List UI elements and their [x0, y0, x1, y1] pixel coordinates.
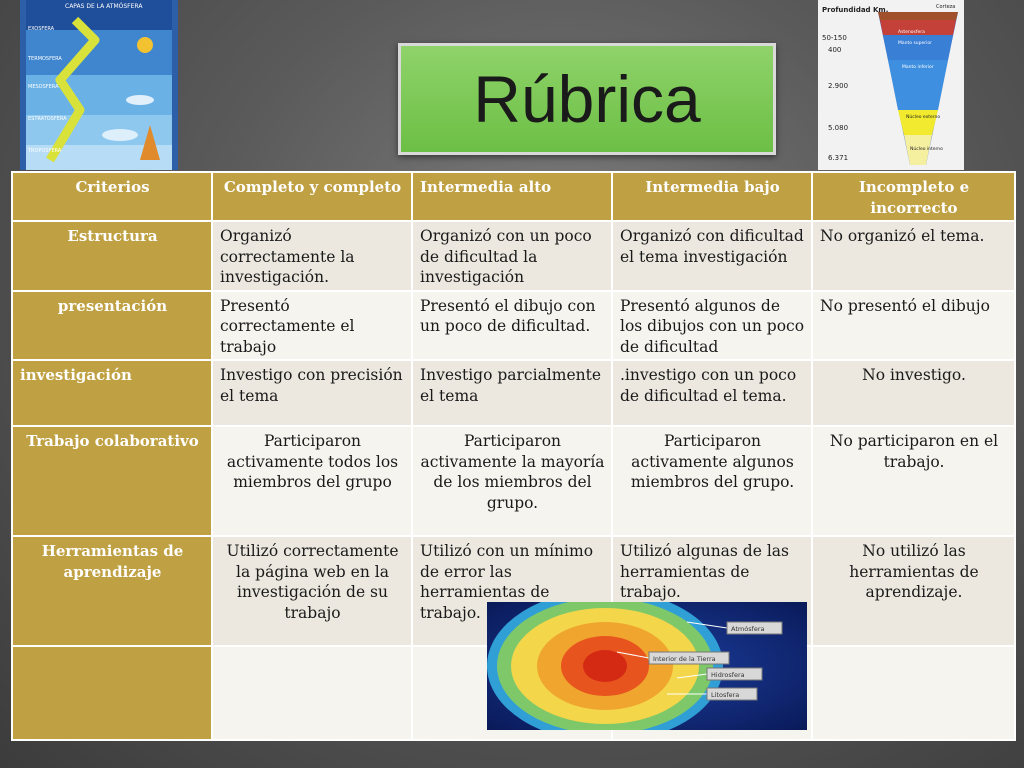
table-cell: Utilizó algunas de las herramientas de trabajo.: [612, 536, 812, 646]
table-cell: No organizó el tema.: [812, 221, 1015, 291]
depth-layer-nucleo-interno: Núcleo interno: [910, 147, 943, 152]
table-row: [12, 360, 1015, 426]
earth-label-atmosfera: Atmósfera: [731, 625, 765, 633]
criterio-label: [12, 646, 212, 740]
header-intermedia-alto: Intermedia alto: [412, 172, 612, 221]
header-completo: Completo y completo: [212, 172, 412, 221]
table-cell: Organizó correctamente la investigación.: [212, 221, 412, 291]
atmosphere-layer-troposfera: TROPOSFERA: [28, 148, 62, 154]
depth-layer-manto-superior: Manto superior: [898, 41, 932, 46]
table-cell: Organizó con dificultad el tema investigación: [612, 221, 812, 291]
depth-value-5: 6.371: [828, 154, 849, 162]
criterio-label: presentación: [12, 291, 212, 361]
table-header-row: [12, 172, 1015, 221]
table-cell: Utilizó con un mínimo de error las herramientas de trabajo.: [412, 536, 612, 646]
earth-depth-image: [818, 0, 964, 170]
depth-value-1: 50-150: [822, 34, 847, 42]
earth-layers-image: [487, 602, 807, 730]
table-cell: Presentó correctamente el trabajo: [212, 291, 412, 361]
table-cell: [212, 646, 412, 740]
atmosphere-layer-exosfera: EXOSFERA: [28, 26, 55, 32]
earth-label-litosfera: Litosfera: [711, 691, 740, 699]
header-incompleto: Incompleto e incorrecto: [812, 172, 1015, 221]
table-cell: Presentó el dibujo con un poco de dificultad.: [412, 291, 612, 361]
table-cell: No presentó el dibujo: [812, 291, 1015, 361]
atmosphere-layers-image: [20, 0, 178, 170]
table-row: [12, 426, 1015, 536]
criterio-label: investigación: [12, 360, 212, 426]
header-intermedia-bajo: Intermedia bajo: [612, 172, 812, 221]
table-cell: No participaron en el trabajo.: [812, 426, 1015, 536]
table-cell: Participaron activamente algunos miembros del grupo.: [612, 426, 812, 536]
earth-label-hidrosfera: Hidrosfera: [711, 671, 745, 679]
depth-header: Profundidad Km.: [822, 6, 889, 14]
depth-layer-astenosfera: Astenosfera: [898, 30, 925, 35]
table-cell: Investigo parcialmente el tema: [412, 360, 612, 426]
criterio-label: Estructura: [12, 221, 212, 291]
table-cell: Investigo con precisión el tema: [212, 360, 412, 426]
criterio-label: Herramientas de aprendizaje: [12, 536, 212, 646]
depth-layer-manto-inferior: Manto inferior: [902, 65, 934, 70]
table-cell: .investigo con un poco de dificultad el tema.: [612, 360, 812, 426]
atmosphere-layer-estratosfera: ESTRATOSFERA: [28, 116, 67, 122]
criterio-label: Trabajo colaborativo: [12, 426, 212, 536]
table-cell: Participaron activamente todos los miembros del grupo: [212, 426, 412, 536]
atmosphere-layer-mesosfera: MESOSFERA: [28, 84, 59, 90]
table-row: [12, 221, 1015, 291]
depth-layer-corteza: Corteza: [936, 4, 956, 10]
depth-value-3: 2.900: [828, 82, 849, 90]
table-cell: No investigo.: [812, 360, 1015, 426]
table-cell: Participaron activamente la mayoría de los miembros del grupo.: [412, 426, 612, 536]
table-cell: Presentó algunos de los dibujos con un poco de dificultad: [612, 291, 812, 361]
title-banner: [398, 43, 776, 155]
table-cell: Organizó con un poco de dificultad la investigación: [412, 221, 612, 291]
depth-value-2: 400: [828, 46, 842, 54]
table-cell: No utilizó las herramientas de aprendizaje.: [812, 536, 1015, 646]
table-cell: Utilizó correctamente la página web en la investigación de su trabajo: [212, 536, 412, 646]
depth-layer-nucleo-externo: Núcleo externo: [906, 115, 941, 120]
earth-label-interior: Interior de la Tierra: [653, 655, 716, 663]
depth-value-4: 5.080: [828, 124, 849, 132]
table-row: [12, 291, 1015, 361]
header-criterios: Criterios: [12, 172, 212, 221]
atmosphere-image-title: CAPAS DE LA ATMÓSFERA: [65, 3, 143, 10]
page-title: Rúbrica: [473, 62, 701, 136]
atmosphere-layer-termosfera: TERMOSFERA: [28, 56, 62, 62]
table-cell: [812, 646, 1015, 740]
